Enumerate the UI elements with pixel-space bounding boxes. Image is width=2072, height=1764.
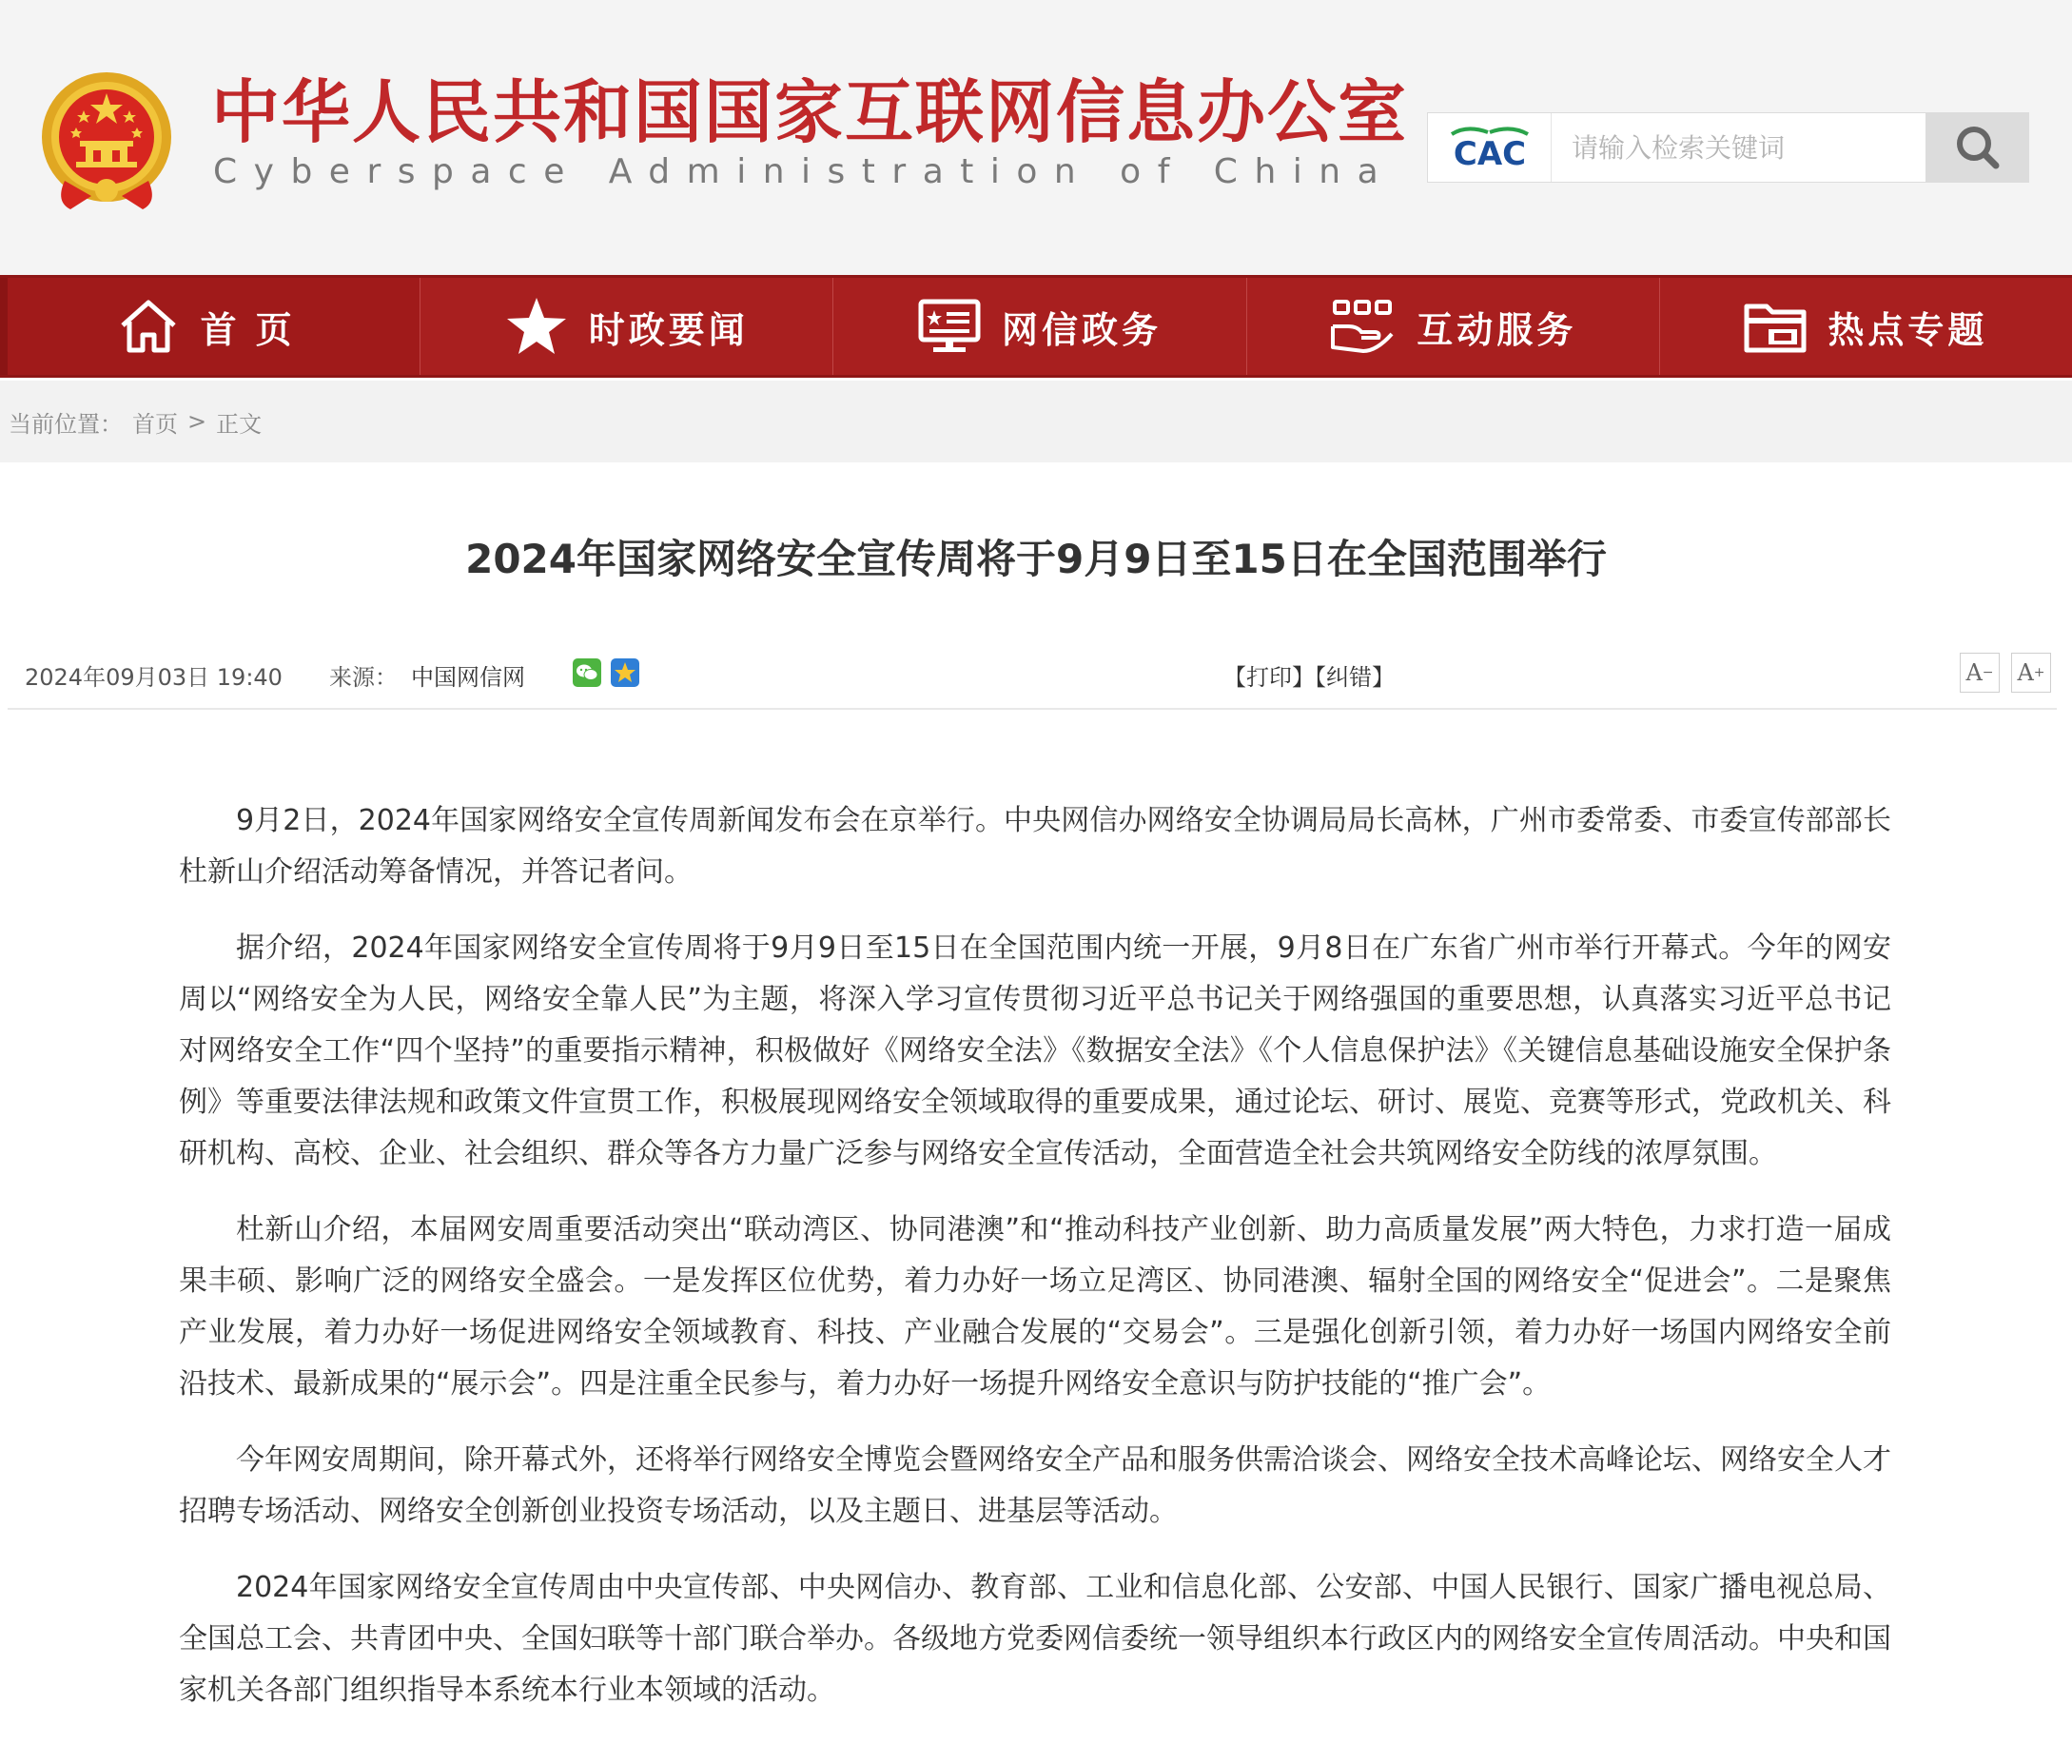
cac-logo-text: CAC: [1453, 135, 1526, 168]
nav-item-affairs[interactable]: [833, 278, 1246, 375]
home-icon: [117, 297, 180, 356]
breadcrumb-home-link[interactable]: 首页: [132, 410, 178, 438]
source-label: 来源：: [329, 664, 398, 691]
star-icon: [505, 296, 568, 357]
wechat-icon: [576, 663, 598, 682]
breadcrumb-separator: >: [187, 408, 207, 435]
font-smaller-button[interactable]: A −: [1960, 653, 2000, 693]
breadcrumb: [0, 381, 2072, 462]
article-paragraph: 据介绍，2024年国家网络安全宣传周将于9月9日至15日在全国范围内统一开展，9月8日在广东省广州市举行开幕式。今年的网安周以“网络安全为人民，网络安全靠人民”为主题，将深入学习宣传贯彻习近平总书记关于网络强国的重要思想，认真落实习近平总书记对网络安全工作“四个坚持”的重要指示精神，积极做好《网络安全法》《数据安全法》《个人信息保护法》《关键信息基础设施安全保护条例》等重要法律法规和政策文件宣贯工作，积极展现网络安全领域取得的重要成果，通过论坛、研讨、展览、竞赛等形式，党政机关、科研机构、高校、企业、社会组织、群众等各方力量广泛参与网络安全宣传活动，全面营造全社会共筑网络安全防线的浓厚氛围。: [179, 931, 1891, 1170]
qzone-star-icon: [614, 661, 636, 684]
breadcrumb-current: 正文: [216, 410, 263, 438]
nav-item-home[interactable]: [0, 278, 420, 375]
font-larger-button[interactable]: A +: [2011, 653, 2051, 693]
national-emblem-icon[interactable]: [36, 69, 177, 213]
search-input[interactable]: [1553, 113, 1925, 182]
font-larger-label: A: [2017, 659, 2034, 686]
source-name: 中国网信网: [411, 664, 525, 691]
article-body: [179, 795, 1891, 1741]
search-box: [1427, 112, 2029, 183]
nav-label-news: 时政要闻: [588, 308, 749, 351]
article-meta: [8, 647, 2057, 710]
share-qzone-button[interactable]: [611, 658, 639, 687]
correct-link[interactable]: 【纠错】: [1315, 664, 1395, 691]
nav-label-service: 互动服务: [1417, 308, 1577, 351]
site-header: [0, 0, 2072, 275]
breadcrumb-prefix: 当前位置：: [9, 410, 123, 438]
print-link[interactable]: 【打印】: [1223, 664, 1315, 691]
nav-label-affairs: 网信政务: [1002, 308, 1163, 351]
article-paragraph: 今年网安周期间，除开幕式外，还将举行网络安全博览会暨网络安全产品和服务供需洽谈会、网络安全技术高峰论坛、网络安全人才招聘专场活动、网络安全创新创业投资专场活动，以及主题日、进基层等活动。: [179, 1443, 1891, 1528]
article-paragraph: 9月2日，2024年国家网络安全宣传周新闻发布会在京举行。中央网信办网络安全协调局局长高林，广州市委常委、市委宣传部部长杜新山介绍活动筹备情况，并答记者问。: [179, 804, 1891, 889]
article-paragraph: 2024年国家网络安全宣传周由中央宣传部、中央网信办、教育部、工业和信息化部、公安部、中国人民银行、国家广播电视总局、全国总工会、共青团中央、全国妇联等十部门联合举办。各级地方党委网信委统一领导组织本行政区内的网络安全宣传周活动。中央和国家机关各部门组织指导本系统本行业本领域的活动。: [179, 1571, 1891, 1707]
article-tools: [1223, 658, 1395, 692]
publish-date: 2024年09月03日 19:40: [25, 664, 283, 691]
site-title-en: Cyberspace Administration of China: [213, 152, 1396, 191]
search-icon: [1953, 123, 2003, 172]
font-smaller-label: A: [1965, 659, 1983, 686]
cac-logo[interactable]: [1428, 113, 1552, 182]
folder-icon: [1744, 299, 1807, 354]
article-title: 2024年国家网络安全宣传周将于9月9日至15日在全国范围举行: [465, 536, 1607, 582]
hand-service-icon: [1329, 298, 1396, 355]
nav-item-service[interactable]: [1247, 278, 1660, 375]
monitor-icon: [918, 299, 981, 354]
nav-label-topics: 热点专题: [1828, 308, 1988, 351]
main-nav: [0, 275, 2072, 378]
site-title-cn: 中华人民共和国国家互联网信息办公室: [211, 72, 1409, 152]
nav-item-news[interactable]: [420, 278, 833, 375]
search-button[interactable]: [1925, 113, 2029, 182]
article-paragraph: 杜新山介绍，本届网安周重要活动突出“联动湾区、协同港澳”和“推动科技产业创新、助力高质量发展”两大特色，力求打造一届成果丰硕、影响广泛的网络安全盛会。一是发挥区位优势，着力办好一场立足湾区、协同港澳、辐射全国的网络安全“促进会”。二是聚焦产业发展，着力办好一场促进网络安全领域教育、科技、产业融合发展的“交易会”。三是强化创新引领，着力办好一场国内网络安全前沿技术、最新成果的“展示会”。四是注重全民参与，着力办好一场提升网络安全意识与防护技能的“推广会”。: [179, 1213, 1891, 1401]
nav-label-home: 首页: [200, 308, 311, 351]
share-wechat-button[interactable]: [573, 658, 601, 687]
nav-item-topics[interactable]: [1660, 278, 2072, 375]
